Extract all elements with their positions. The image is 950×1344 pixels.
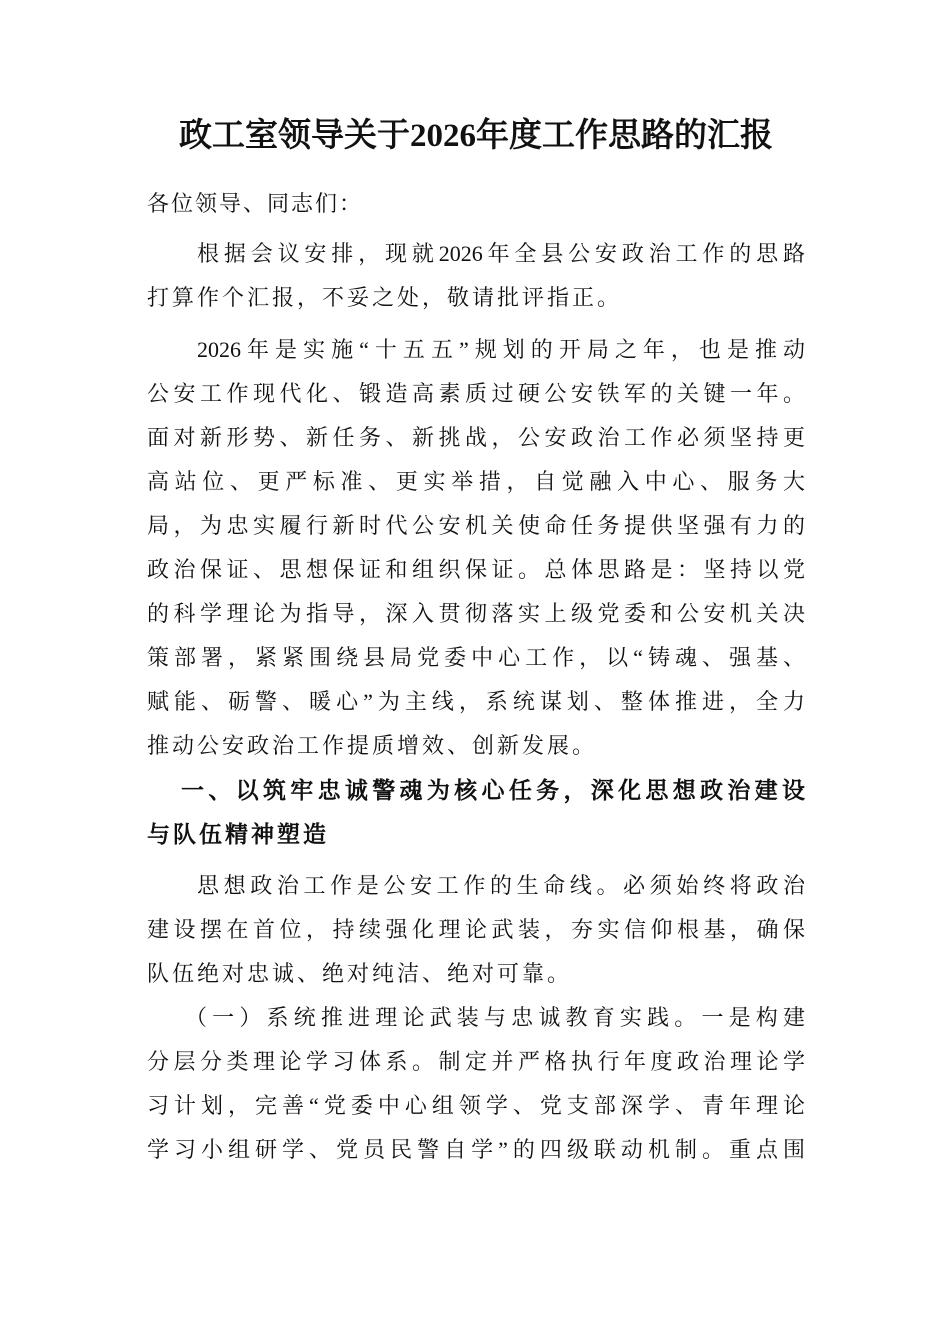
text-line: 面对新形势、新任务、新挑战，公安政治工作必须坚持更 [147, 425, 805, 450]
text-line: 局，为忠实履行新时代公安机关使命任务提供坚强有力的 [147, 513, 805, 538]
text-line: 公安工作现代化、锻造高素质过硬公安铁军的关键一年。 [147, 381, 805, 406]
text-line: 根据会议安排，现就2026年全县公安政治工作的思路 [197, 241, 805, 266]
paragraph [147, 328, 805, 768]
document-body [147, 232, 805, 1172]
text-line: 学习小组研学、党员民警自学”的四级联动机制。重点围 [147, 1137, 805, 1162]
text-line: 习计划，完善“党委中心组领学、党支部深学、青年理论 [147, 1093, 805, 1118]
text-line: 打算作个汇报，不妥之处，敬请批评指正。 [147, 285, 623, 310]
text-line: 一、以筑牢忠诚警魂为核心任务，深化思想政治建设 [181, 777, 805, 803]
text-line: （一）系统推进理论武装与忠诚教育实践。一是构建 [185, 1005, 805, 1030]
text-line: 策部署，紧紧围绕县局党委中心工作，以“铸魂、强基、 [147, 645, 805, 670]
paragraph [147, 864, 805, 996]
text-line: 2026年是实施“十五五”规划的开局之年，也是推动 [197, 337, 805, 362]
text-line: 分层分类理论学习体系。制定并严格执行年度政治理论学 [147, 1049, 805, 1074]
subsection-paragraph [147, 996, 805, 1172]
text-line: 思想政治工作是公安工作的生命线。必须始终将政治 [197, 873, 805, 898]
document-title: 政工室领导关于2026年度工作思路的汇报 [179, 118, 773, 154]
text-line: 赋能、砺警、暖心”为主线，系统谋划、整体推进，全力 [147, 689, 805, 714]
section-heading [147, 768, 805, 856]
text-line: 推动公安政治工作提质增效、创新发展。 [147, 733, 598, 758]
text-line: 的科学理论为指导，深入贯彻落实上级党委和公安机关决 [147, 601, 805, 626]
text-line: 与队伍精神塑造 [147, 821, 329, 847]
salutation: 各位领导、同志们： [147, 191, 364, 216]
text-line: 政治保证、思想保证和组织保证。总体思路是：坚持以党 [147, 557, 805, 582]
paragraph [147, 232, 805, 320]
text-line: 高站位、更严标准、更实举措，自觉融入中心、服务大 [147, 469, 805, 494]
text-line: 队伍绝对忠诚、绝对纯洁、绝对可靠。 [147, 961, 573, 986]
text-line: 建设摆在首位，持续强化理论武装，夯实信仰根基，确保 [147, 917, 805, 942]
